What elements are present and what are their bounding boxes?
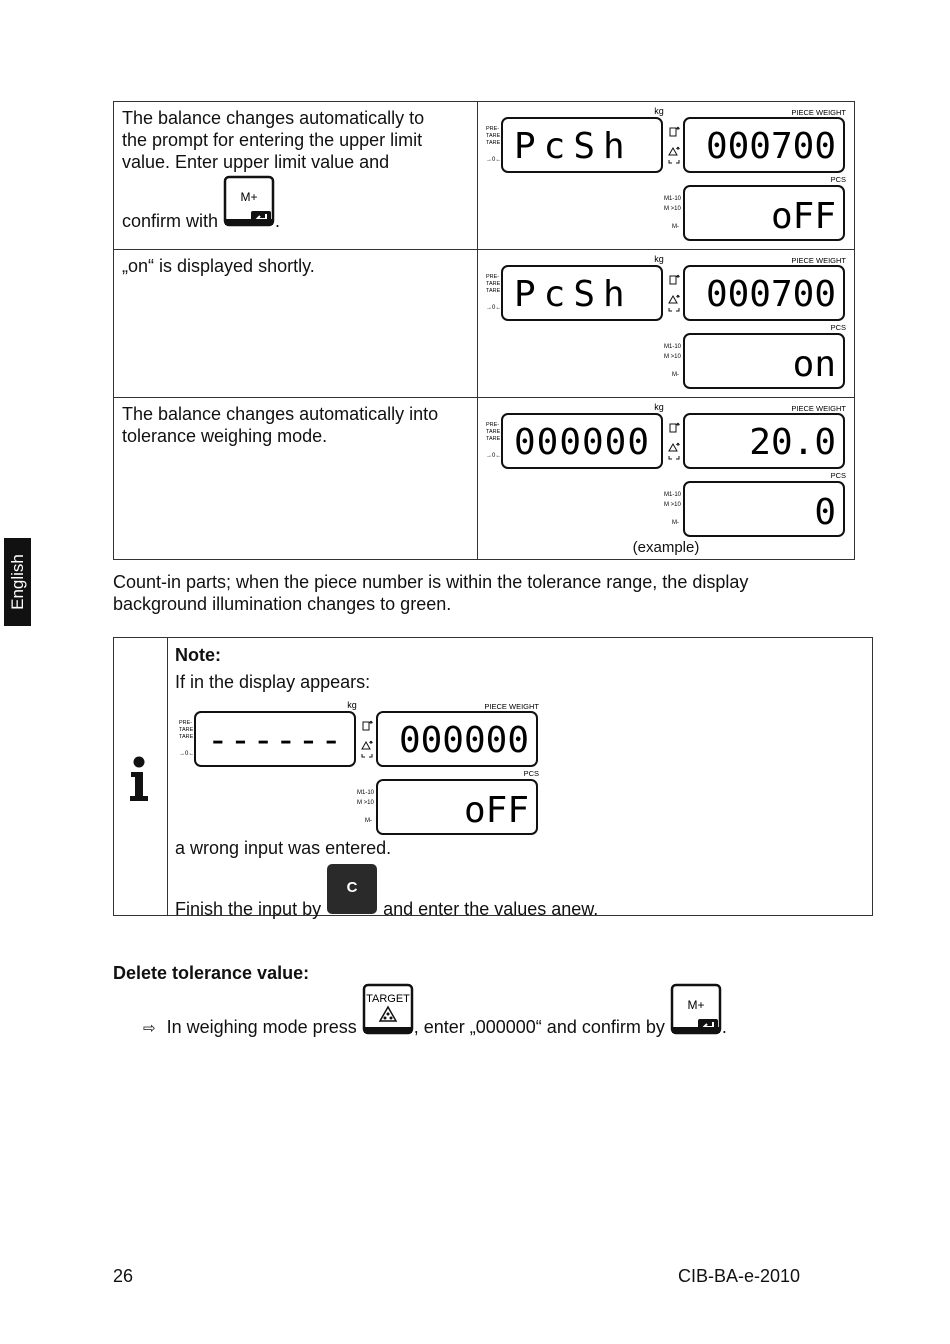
pre-tare-label: TARE (179, 727, 194, 733)
counting-icon (670, 275, 680, 284)
paragraph-line-1: Count-in parts; when the piece number is within the tolerance range, the display (113, 572, 749, 592)
target-mini-icon (669, 295, 680, 303)
pre-tare-label: PRE- (486, 274, 500, 280)
counting-icon (363, 721, 373, 730)
step-3-line-2: tolerance weighing mode. (122, 426, 328, 446)
weight-readout: 000000 (513, 422, 651, 463)
m-1-10-label: M1-10 (664, 196, 682, 202)
zero-label: →0← (486, 157, 502, 163)
m-1-10-label: M1-10 (357, 790, 375, 796)
step-1-line-3: value. Enter upper limit value and (122, 152, 390, 172)
step-2-description (114, 250, 478, 398)
pre-tare-label: TARE (486, 133, 501, 139)
m-minus-label: M- (365, 818, 372, 824)
document-id: CIB-BA-e-2010 (678, 1266, 801, 1286)
pcs-label: PCS (830, 471, 846, 480)
weight-readout: ------ (206, 720, 344, 761)
weight-readout: PcSh (514, 126, 633, 167)
step-2-lcd-display (478, 250, 854, 392)
target-mini-icon (669, 147, 680, 155)
note-finish-line (175, 863, 598, 920)
bracket-icon (669, 160, 679, 163)
step-1-description (114, 102, 478, 250)
example-caption: (example) (632, 539, 700, 556)
target-key-label: TARGET (365, 993, 410, 1005)
step-row-3 (114, 398, 855, 560)
m-plus-key-label: M+ (240, 190, 258, 204)
kg-label: kg (654, 254, 664, 264)
c-key-label: C (346, 879, 358, 896)
m-gt-10-label: M >10 (664, 354, 681, 360)
piece-weight-label: PIECE WEIGHT (791, 256, 846, 265)
tolerance-paragraph (113, 571, 748, 615)
piece-weight-readout: 000700 (705, 274, 836, 315)
pre-tare-label: PRE- (486, 126, 500, 132)
step-3-lcd-display (478, 398, 854, 540)
piece-weight-label: PIECE WEIGHT (484, 702, 539, 711)
m-gt-10-label: M >10 (664, 206, 681, 212)
step-1-line-1: The balance changes automatically to (122, 108, 425, 128)
step-1-lcd-display (478, 102, 854, 244)
zero-label: →0← (486, 305, 502, 311)
note-finish-prefix: Finish the input by (175, 899, 322, 919)
page-number: 26 (113, 1266, 134, 1286)
step-1-confirm-suffix: . (275, 211, 281, 231)
pcs-label: PCS (830, 175, 846, 184)
m-1-10-label: M1-10 (664, 344, 682, 350)
note-lcd-display (171, 696, 547, 838)
m-1-10-label: M1-10 (664, 492, 682, 498)
note-wrong-input-text: a wrong input was entered. (175, 838, 392, 858)
bracket-icon (669, 456, 679, 459)
m-minus-label: M- (672, 372, 679, 378)
pre-tare-label: TARE (486, 288, 501, 294)
note-intro: If in the display appears: (175, 672, 371, 692)
pre-tare-label: PRE- (179, 720, 193, 726)
piece-weight-label: PIECE WEIGHT (791, 108, 846, 117)
target-mini-icon (669, 443, 680, 451)
pre-tare-label: TARE (179, 734, 194, 740)
kg-label: kg (654, 402, 664, 412)
c-key-icon (326, 863, 378, 920)
pcs-readout: oFF (463, 790, 529, 831)
delete-bullet (143, 983, 727, 1040)
m-plus-key-label-2: M+ (687, 998, 705, 1012)
pcs-label: PCS (830, 323, 846, 332)
pre-tare-label: TARE (486, 281, 501, 287)
step-1-line-2: the prompt for entering the upper limit (122, 130, 423, 150)
pre-tare-label: PRE- (486, 422, 500, 428)
m-plus-key-icon (223, 175, 275, 232)
delete-bullet-suffix: . (721, 1017, 727, 1037)
pcs-readout: on (792, 344, 836, 385)
delete-bullet-prefix: In weighing mode press (166, 1017, 357, 1037)
piece-weight-readout: 20.0 (749, 422, 836, 463)
step-2-display-cell (478, 250, 855, 398)
piece-weight-readout: 000000 (398, 720, 529, 761)
step-row-2 (114, 250, 855, 398)
pre-tare-label: TARE (486, 436, 501, 442)
counting-icon (670, 423, 680, 432)
language-tab (4, 538, 31, 626)
pre-tare-label: TARE (486, 429, 501, 435)
m-gt-10-label: M >10 (664, 502, 681, 508)
pcs-label: PCS (523, 769, 539, 778)
zero-label: →0← (179, 751, 195, 757)
step-3-display-cell (478, 398, 855, 560)
m-gt-10-label: M >10 (357, 800, 374, 806)
arrow-right-icon: ⇨ (143, 1020, 156, 1037)
target-key-icon (362, 983, 414, 1040)
note-icon-column (114, 638, 168, 915)
note-finish-suffix: and enter the values anew. (383, 899, 599, 919)
step-1-display-cell (478, 102, 855, 250)
step-1-confirm-text: confirm with (122, 211, 219, 231)
target-mini-icon (362, 741, 373, 749)
step-3-line-1: The balance changes automatically into (122, 404, 439, 424)
bracket-icon (669, 308, 679, 311)
pcs-readout: oFF (770, 196, 836, 237)
step-2-line-1: „on“ is displayed shortly. (122, 256, 315, 276)
note-title: Note: (175, 645, 221, 665)
piece-weight-label: PIECE WEIGHT (791, 404, 846, 413)
note-box (113, 637, 873, 919)
kg-label: kg (654, 106, 664, 116)
piece-weight-readout: 000700 (705, 126, 836, 167)
pcs-readout: 0 (814, 492, 836, 533)
info-icon (124, 756, 154, 802)
paragraph-line-2: background illumination changes to green. (113, 594, 452, 614)
language-tab-label: English (7, 554, 27, 610)
bracket-icon (362, 754, 372, 757)
counting-icon (670, 127, 680, 136)
m-minus-label: M- (672, 520, 679, 526)
step-row-1 (114, 102, 855, 250)
delete-heading: Delete tolerance value: (113, 963, 310, 983)
zero-label: →0← (486, 453, 502, 459)
delete-bullet-middle: , enter „000000“ and confirm by (413, 1017, 665, 1037)
m-minus-label: M- (672, 224, 679, 230)
kg-label: kg (347, 700, 357, 710)
weight-readout: PcSh (514, 274, 633, 315)
step-3-description (114, 398, 478, 560)
steps-table (113, 101, 855, 560)
m-plus-key-icon-2 (670, 983, 722, 1040)
pre-tare-label: TARE (486, 140, 501, 146)
